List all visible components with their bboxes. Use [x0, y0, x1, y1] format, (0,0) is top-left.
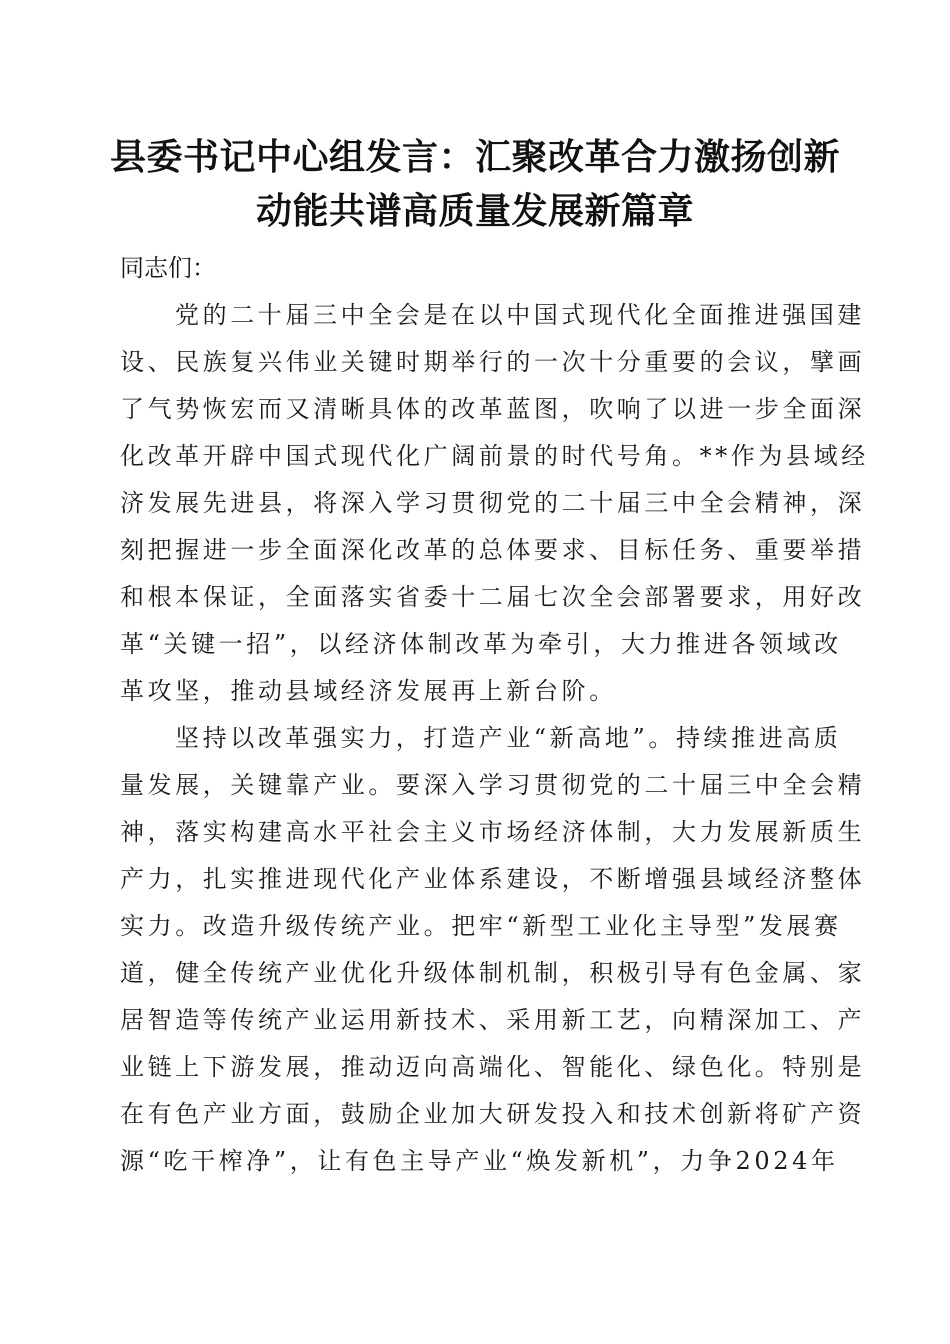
paragraph-line: 产力，扎实推进现代化产业体系建设，不断增强县域经济整体	[120, 865, 866, 893]
paragraph-line: 量发展，关键靠产业。要深入学习贯彻党的二十届三中全会精	[120, 771, 866, 799]
paragraph-line: 实力。改造升级传统产业。把牢“新型工业化主导型”发展赛	[120, 912, 842, 940]
paragraph-2	[120, 715, 866, 1185]
paragraph-line: 源“吃干榨净”，让有色主导产业“焕发新机”，力争2024年	[120, 1147, 839, 1175]
paragraph-line: 党的二十届三中全会是在以中国式现代化全面推进强国建	[175, 301, 865, 329]
paragraph-line: 了气势恢宏而又清晰具体的改革蓝图，吹响了以进一步全面深	[120, 395, 866, 423]
paragraph-line: 设、民族复兴伟业关键时期举行的一次十分重要的会议，擘画	[120, 348, 866, 376]
salutation: 同志们：	[120, 254, 216, 282]
paragraph-line: 刻把握进一步全面深化改革的总体要求、目标任务、重要举措	[120, 536, 866, 564]
paragraph-line: 化改革开辟中国式现代化广阔前景的时代号角。**作为县域经	[120, 442, 869, 470]
paragraph-line: 革攻坚，推动县域经济发展再上新台阶。	[120, 677, 617, 705]
title-line-1: 县委书记中心组发言：汇聚改革合力激扬创新	[109, 137, 840, 178]
paragraph-line: 业链上下游发展，推动迈向高端化、智能化、绿色化。特别是	[120, 1053, 866, 1081]
paragraph-line: 在有色产业方面，鼓励企业加大研发投入和技术创新将矿产资	[120, 1100, 866, 1128]
paragraph-line: 革“关键一招”，以经济体制改革为牵引，大力推进各领域改	[120, 630, 842, 658]
paragraph-line: 济发展先进县，将深入学习贯彻党的二十届三中全会精神，深	[120, 489, 866, 517]
paragraph-line: 神，落实构建高水平社会主义市场经济体制，大力发展新质生	[120, 818, 866, 846]
paragraph-line: 道，健全传统产业优化升级体制机制，积极引导有色金属、家	[120, 959, 866, 987]
document-title	[100, 131, 850, 239]
paragraph-line: 居智造等传统产业运用新技术、采用新工艺，向精深加工、产	[120, 1006, 866, 1034]
paragraph-line: 坚持以改革强实力，打造产业“新高地”。持续推进高质	[175, 724, 842, 752]
paragraph-line: 和根本保证，全面落实省委十二届七次全会部署要求，用好改	[120, 583, 866, 611]
document-body	[120, 245, 869, 1185]
title-line-2: 动能共谱高质量发展新篇章	[255, 191, 694, 232]
paragraph-1	[120, 292, 869, 715]
